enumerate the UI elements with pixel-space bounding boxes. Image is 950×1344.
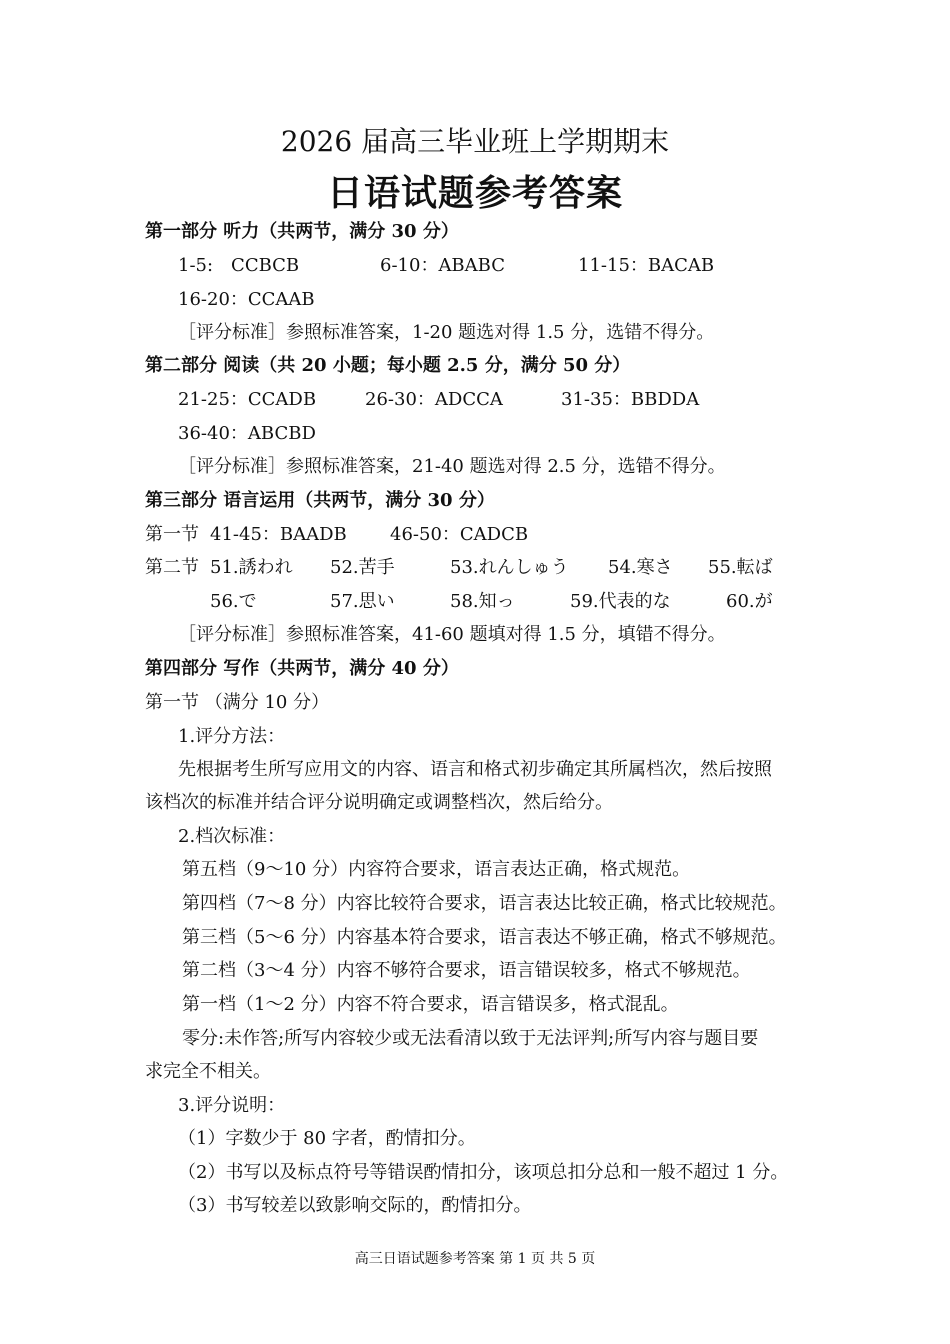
scoring-standard: ［评分标准］参照标准答案，1-20 题选对得 1.5 分，选错不得分。	[178, 322, 715, 343]
level-item: 第三档（5～6 分）内容基本符合要求，语言表达不够正确，格式不够规范。	[182, 927, 787, 948]
fill-answer: 57.思い	[330, 591, 395, 612]
answer-group: 21-25：CCADB	[178, 389, 317, 410]
section-label: 第一节	[145, 524, 199, 545]
answer-group: 36-40：ABCBD	[178, 423, 316, 444]
paragraph-line: 零分:未作答;所写内容较少或无法看清以致于无法评判;所写内容与题目要	[182, 1028, 759, 1049]
paragraph-line: 先根据考生所写应用文的内容、语言和格式初步确定其所属档次，然后按照	[178, 759, 772, 780]
method-title: 1.评分方法：	[178, 726, 286, 747]
part2-heading: 第二部分 阅读（共 20 小题；每小题 2.5 分，满分 50 分）	[145, 355, 631, 376]
fill-answer: 54.寒さ	[608, 557, 673, 578]
scoring-standard: ［评分标准］参照标准答案，41-60 题填对得 1.5 分，填错不得分。	[178, 624, 726, 645]
fill-answer: 59.代表的な	[570, 591, 671, 612]
note-item: （2）书写以及标点符号等错误酌情扣分，该项总扣分总和一般不超过 1 分。	[178, 1162, 789, 1183]
note-item: （3）书写较差以致影响交际的，酌情扣分。	[178, 1195, 532, 1216]
answer-group: 16-20：CCAAB	[178, 289, 315, 310]
fill-answer: 53.れんしゅう	[450, 557, 569, 578]
document-title: 日语试题参考答案	[326, 172, 623, 214]
section-label: 第一节 （满分 10 分）	[145, 692, 330, 713]
answer-group: 31-35：BBDDA	[561, 389, 700, 410]
fill-answer: 51.誘われ	[210, 557, 293, 578]
section-label: 第二节	[145, 557, 199, 578]
fill-answer: 56.で	[210, 591, 257, 612]
answer-group: 26-30：ADCCA	[365, 389, 503, 410]
fill-answer: 55.転ば	[708, 557, 773, 578]
answer-group: 1-5: CCBCB	[178, 255, 300, 276]
answer-group: 6-10：ABABC	[380, 255, 505, 276]
notes-title: 3.评分说明：	[178, 1095, 286, 1116]
level-item: 第一档（1～2 分）内容不符合要求，语言错误多，格式混乱。	[182, 994, 679, 1015]
level-item: 第五档（9～10 分）内容符合要求，语言表达正确，格式规范。	[182, 859, 691, 880]
paragraph-line: 该档次的标准并结合评分说明确定或调整档次，然后给分。	[145, 792, 613, 813]
part1-heading: 第一部分 听力（共两节，满分 30 分）	[145, 221, 459, 242]
exam-title: 2026 届高三毕业班上学期期末	[280, 125, 670, 158]
part4-heading: 第四部分 写作（共两节，满分 40 分）	[145, 658, 459, 679]
answer-group: 11-15：BACAB	[578, 255, 715, 276]
level-item: 第二档（3～4 分）内容不够符合要求，语言错误较多，格式不够规范。	[182, 960, 751, 981]
fill-answer: 60.が	[726, 591, 773, 612]
scoring-standard: ［评分标准］参照标准答案，21-40 题选对得 2.5 分，选错不得分。	[178, 456, 726, 477]
answer-group: 41-45：BAADB	[210, 524, 347, 545]
level-item: 第四档（7～8 分）内容比较符合要求，语言表达比较正确，格式比较规范。	[182, 893, 787, 914]
paragraph-line: 求完全不相关。	[145, 1061, 271, 1082]
levels-title: 2.档次标准：	[178, 826, 286, 847]
fill-answer: 52.苦手	[330, 557, 395, 578]
note-item: （1）字数少于 80 字者，酌情扣分。	[178, 1128, 476, 1149]
fill-answer: 58.知っ	[450, 591, 515, 612]
page-footer: 高三日语试题参考答案 第 1 页 共 5 页	[354, 1251, 596, 1267]
answer-group: 46-50：CADCB	[390, 524, 529, 545]
part3-heading: 第三部分 语言运用（共两节，满分 30 分）	[145, 490, 495, 511]
